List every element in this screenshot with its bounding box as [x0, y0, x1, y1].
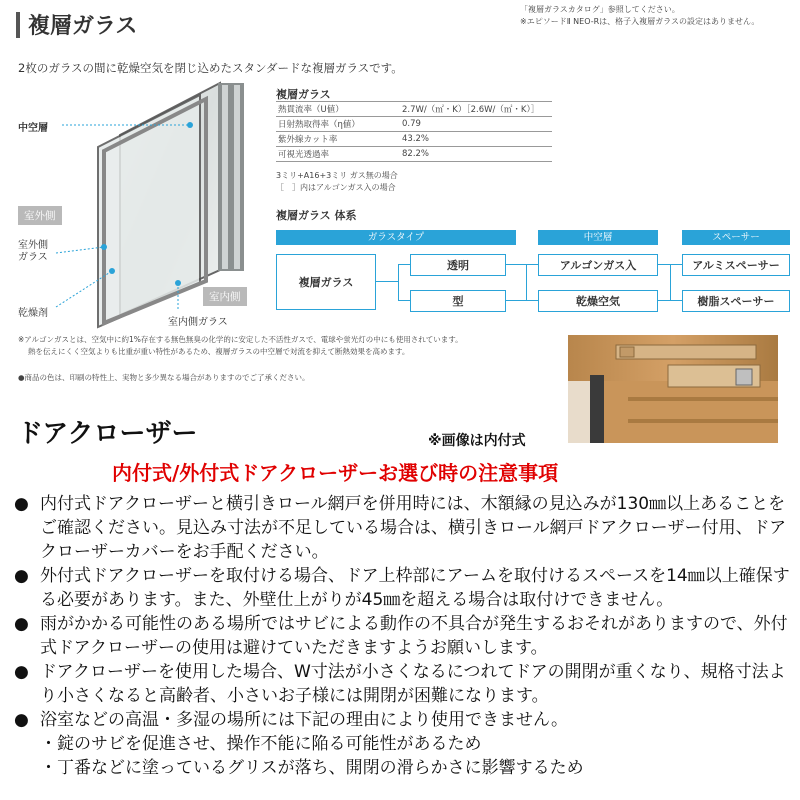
spec-value: 43.2% [400, 132, 552, 147]
spec-row [276, 132, 552, 147]
tag-indoor-side: 室内側 [203, 287, 247, 306]
category-hollow-layer: 中空層 [538, 230, 658, 245]
connector [506, 300, 526, 301]
caution-item [14, 492, 790, 564]
spacer-resin: 樹脂スペーサー [682, 290, 790, 312]
label-inner-glass: 室内側ガラス [168, 317, 228, 328]
spec-title: 複層ガラス [276, 88, 331, 101]
spec-label: 可視光透過率 [276, 147, 400, 162]
connector [398, 300, 410, 301]
category-spacer: スペーサー [682, 230, 790, 245]
caution-text: 外付式ドアクローザーを取付ける場合、ドア上枠部にアームを取付けるスペースを14㎜以上確保する必要があります。また、外壁仕上がりが45㎜を超える場合は取付けできません。 [40, 566, 790, 610]
spacer-aluminum: アルミスペーサー [682, 254, 790, 276]
hollow-argon: アルゴンガス入 [538, 254, 658, 276]
bullet-mark: ● [14, 614, 29, 634]
label-outer-glass-line-2: ガラス [18, 252, 48, 263]
closer-arm [616, 345, 756, 359]
bullet-mark: ● [14, 662, 29, 682]
caution-text: ドアクローザーを使用した場合、W寸法が小さくなるにつれてドアの開閉が重くなり、規格寸法より小さくなると高齢者、小さいお子様には開閉が困難になります。 [40, 662, 786, 706]
bullet-mark: ● [14, 494, 29, 514]
glass-edge [218, 83, 244, 271]
connector [526, 264, 538, 265]
connector [526, 300, 538, 301]
spec-note-2: ［ ］内はアルゴンガス入の場合 [276, 183, 396, 192]
door-closer-title: ドアクローザー [17, 419, 198, 449]
label-outer-glass-line-1: 室外側 [18, 240, 48, 251]
label-outer-glass [18, 240, 48, 264]
glass-type-clear: 透明 [410, 254, 506, 276]
spec-label: 紫外線カット率 [276, 132, 400, 147]
connector [658, 264, 670, 265]
spec-label: 日射熱取得率（η値） [276, 117, 400, 132]
spec-table [276, 101, 552, 162]
connector [670, 300, 682, 301]
section-marker [16, 12, 20, 38]
caution-text: 雨がかかる可能性のある場所ではサビによる動作の不具合が発生するおそれがありますので、外付式ドアクローザーの使用は避けていただきますようお願いします。 [40, 614, 788, 658]
photo-note: ※画像は内付式 [428, 433, 526, 449]
caution-text: 浴室などの高温・多湿の場所には下記の理由により使用できません。 [40, 710, 569, 730]
connector [376, 281, 398, 282]
bullet-mark: ● [14, 710, 29, 730]
caution-item [14, 564, 790, 612]
connector [670, 264, 671, 300]
spec-value: 82.2% [400, 147, 552, 162]
connector [398, 264, 399, 300]
catalog-note-line-1: 「複層ガラスカタログ」参照してください。 [520, 5, 680, 14]
door-closer-photo [568, 335, 778, 443]
caution-text: 内付式ドアクローザーと横引きロール網戸を併用時には、木額縁の見込みが130㎜以上あることをご確認ください。見込み寸法が不足している場合は、横引きロール網戸ドアクローザー付用、ドアクローザーカバーをお手配ください。 [40, 494, 787, 562]
connector [398, 264, 410, 265]
connector [670, 264, 682, 265]
connector [658, 300, 670, 301]
spec-row [276, 102, 552, 117]
connector [526, 264, 527, 300]
caution-item [14, 660, 790, 708]
connector [506, 264, 526, 265]
door-frame [590, 375, 604, 443]
catalog-note [520, 4, 759, 28]
spec-notes [276, 170, 398, 194]
label-desiccant: 乾燥剤 [18, 308, 48, 319]
caution-item [14, 612, 790, 660]
argon-footnote-line-2: 熱を伝えにくく空気よりも比重が重い特性があるため、複層ガラスの中空層で対流を抑えて断熱効果を高めます。 [28, 347, 410, 356]
caution-list [14, 492, 790, 780]
catalog-note-line-2: ※エピソードⅡ NEO-Rは、格子入複層ガラスの設定はありません。 [520, 17, 760, 26]
spec-row [276, 117, 552, 132]
spec-note-1: 3ミリ+A16+3ミリ ガス無の場合 [276, 171, 398, 180]
intro-text: 2枚のガラスの間に乾燥空気を閉じ込めたスタンダードな複層ガラスです。 [18, 61, 403, 75]
argon-footnote [18, 334, 463, 358]
spec-value: 0.79 [400, 117, 552, 132]
section-title: 複層ガラス [28, 14, 138, 39]
spec-row [276, 147, 552, 162]
tag-outdoor-side: 室外側 [18, 206, 62, 225]
spec-label: 熱貫流率（U値） [276, 102, 400, 117]
caution-sub-item: ・錠のサビを促進させ、操作不能に陥る可能性があるため [40, 734, 482, 754]
argon-footnote-line-1: ※アルゴンガスとは、空気中に約1%存在する無色無臭の化学的に安定した不活性ガスで、電球や蛍光灯の中にも使用されています。 [18, 335, 463, 344]
glass-type-patterned: 型 [410, 290, 506, 312]
spec-value: 2.7W/（㎡・K）［2.6W/（㎡・K）］ [400, 102, 552, 117]
category-glass-type: ガラスタイプ [276, 230, 516, 245]
label-hollow-layer: 中空層 [18, 123, 48, 134]
caution-title: 内付式/外付式ドアクローザーお選び時の注意事項 [112, 461, 559, 485]
system-root-box: 複層ガラス [276, 254, 376, 310]
bullet-mark: ● [14, 566, 29, 586]
caution-item [14, 708, 790, 732]
hollow-dry-air: 乾燥空気 [538, 290, 658, 312]
system-title: 複層ガラス 体系 [276, 209, 357, 222]
caution-sub-item: ・丁番などに塗っているグリスが落ち、開閉の滑らかさに影響するため [40, 758, 584, 778]
color-note: ●商品の色は、印刷の特性上、実物と多少異なる場合がありますのでご了承ください。 [18, 373, 310, 382]
